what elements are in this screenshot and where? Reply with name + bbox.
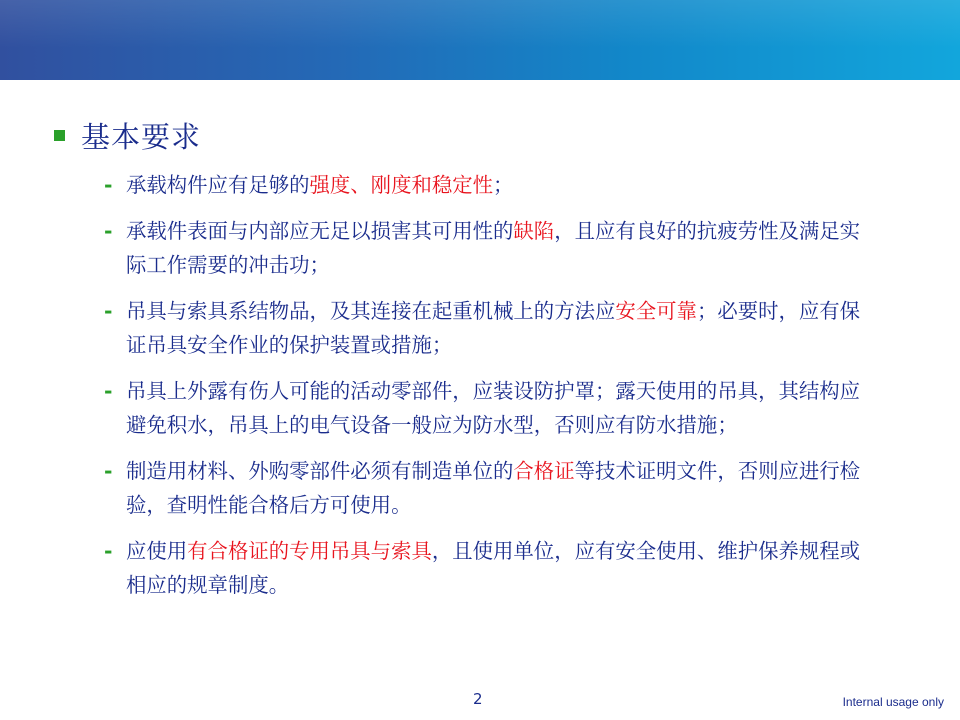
dash-bullet-icon: - bbox=[104, 173, 113, 197]
item-text: ； bbox=[493, 173, 514, 197]
list-item bbox=[104, 454, 874, 522]
item-highlight: 强度、刚度和稳定性 bbox=[309, 173, 494, 197]
list-item bbox=[104, 168, 874, 202]
list-item bbox=[104, 534, 874, 602]
item-text: 承载件表面与内部应无足以损害其可用性的 bbox=[126, 219, 514, 243]
banner-sheen bbox=[0, 0, 960, 80]
item-highlight: 安全可靠 bbox=[615, 299, 697, 323]
item-text: 吊具上外露有伤人可能的活动零部件，应装设防护罩；露天使用的吊具，其结构应避免积水，吊具上的电气设备一般应为防水型，否则应有防水措施； bbox=[126, 379, 861, 437]
dash-bullet-icon: - bbox=[104, 379, 113, 403]
item-text: 等技术证明文件，否则应进行检验，查明性能合格后方可使用。 bbox=[126, 459, 861, 517]
dash-bullet-icon: - bbox=[104, 459, 113, 483]
item-text: 吊具与索具系结物品，及其连接在起重机械上的方法应 bbox=[126, 299, 616, 323]
header-banner bbox=[0, 0, 960, 80]
item-text: 应使用 bbox=[126, 539, 188, 563]
list-item bbox=[104, 214, 874, 282]
item-highlight: 合格证 bbox=[513, 459, 575, 483]
section-heading bbox=[54, 113, 201, 157]
dash-bullet-icon: - bbox=[104, 219, 113, 243]
item-text: ，且应有良好的抗疲劳性及满足实际工作需要的冲击功； bbox=[126, 219, 861, 277]
item-text: ；必要时，应有保证吊具安全作业的保护装置或措施； bbox=[126, 299, 861, 357]
item-highlight: 缺陷 bbox=[513, 219, 555, 243]
item-highlight: 有合格证的专用吊具与索具 bbox=[187, 539, 432, 563]
footer-note: Internal usage only bbox=[842, 695, 944, 709]
list-item bbox=[104, 294, 874, 362]
page-number: 2 bbox=[473, 690, 483, 708]
item-text: 承载构件应有足够的 bbox=[126, 173, 310, 197]
dash-bullet-icon: - bbox=[104, 299, 113, 323]
item-text: 制造用材料、外购零部件必须有制造单位的 bbox=[126, 459, 514, 483]
list-item bbox=[104, 374, 874, 442]
heading-text: 基本要求 bbox=[81, 119, 202, 154]
item-text: ，且使用单位，应有安全使用、维护保养规程或相应的规章制度。 bbox=[126, 539, 861, 597]
dash-bullet-icon: - bbox=[104, 539, 113, 563]
requirement-list bbox=[104, 168, 874, 614]
green-square-bullet-icon bbox=[54, 130, 65, 141]
